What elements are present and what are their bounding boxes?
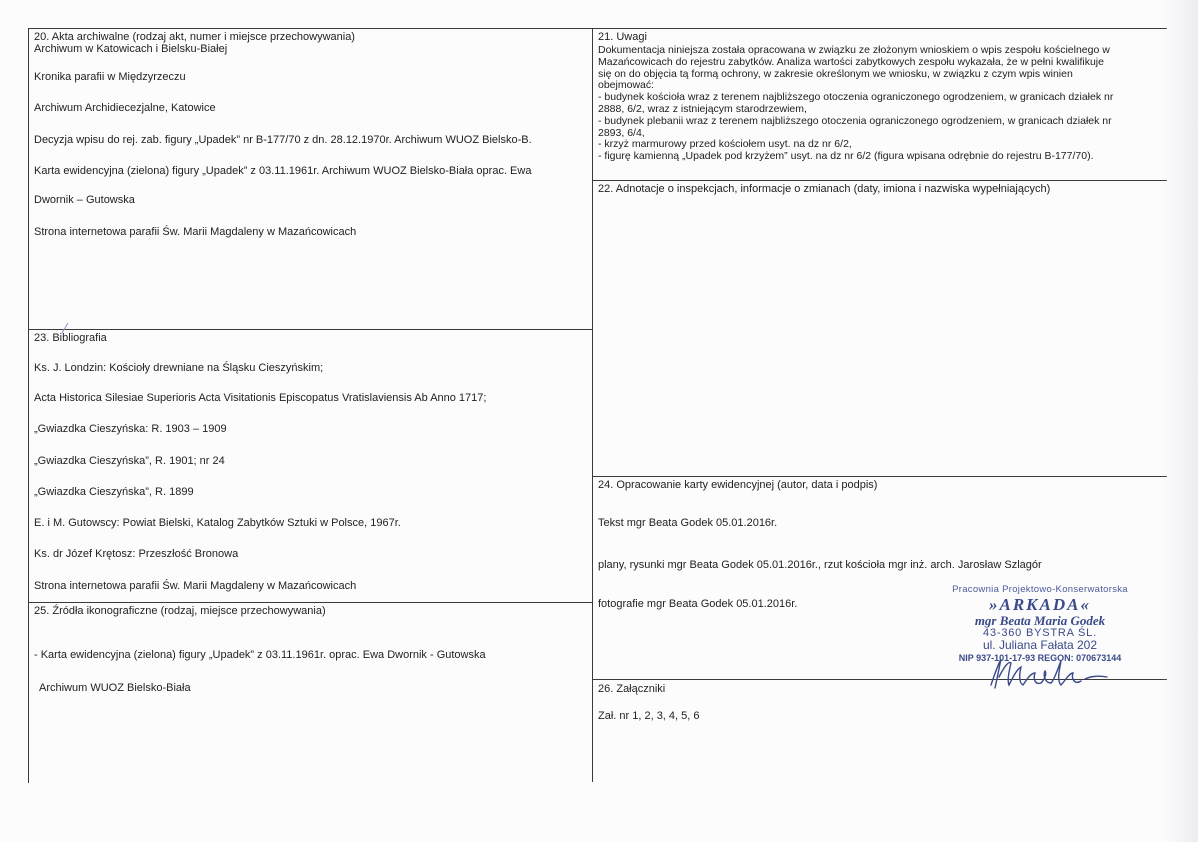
- author-line-2: plany, rysunki mgr Beata Godek 05.01.2016r., rzut kościoła mgr inż. arch. Jarosław Szlagór: [598, 559, 1042, 571]
- center-divider: [592, 28, 593, 782]
- remarks-line: 2888, 6/2, wraz z istniejącym starodrzewiem,: [598, 102, 807, 115]
- section-21-header: 21. Uwagi: [598, 31, 647, 43]
- remarks-line: 2893, 6/4,: [598, 126, 645, 139]
- remarks-line: - budynek kościoła wraz z terenem najbliższego otoczenia ograniczonego ogrodzeniem, w granicach działek nr: [598, 91, 1114, 104]
- author-line-3: fotografie mgr Beata Godek 05.01.2016r.: [598, 598, 798, 610]
- bibliography-item-1: Ks. J. Londzin: Kościoły drewniane na Śląsku Cieszyńskim;: [34, 362, 324, 374]
- section-26-header: 26. Załączniki: [598, 683, 666, 695]
- rule-20-23: [28, 329, 592, 330]
- archive-line-2: Kronika parafii w Międzyrzeczu: [34, 71, 186, 83]
- stamp-line-3: mgr Beata Maria Godek: [974, 613, 1106, 628]
- bibliography-item-6: E. i M. Gutowscy: Powiat Bielski, Katalog Zabytków Sztuki w Polsce, 1967r.: [34, 517, 401, 529]
- attachments-line: Zał. nr 1, 2, 3, 4, 5, 6: [598, 710, 700, 722]
- remarks-line: - figurę kamienną „Upadek pod krzyżem” usyt. na dz nr 6/2 (figura wpisana odrębnie do rejestru B-177/70).: [598, 150, 1094, 163]
- iconography-line-2: Archiwum WUOZ Bielsko-Biała: [39, 682, 191, 694]
- archive-line-3: Archiwum Archidiecezjalne, Katowice: [34, 102, 216, 114]
- iconography-line-1: - Karta ewidencyjna (zielona) figury „Upadek” z 03.11.1961r. oprac. Ewa Dwornik - Gutowska: [34, 649, 486, 661]
- remarks-line: - budynek plebanii wraz z terenem najbliższego otoczenia ograniczonego ogrodzeniem, w granicach działek nr: [598, 114, 1112, 127]
- rule-23-25: [28, 602, 592, 603]
- rule-21-22: [592, 180, 1167, 181]
- bibliography-item-7: Ks. dr Józef Krętosz: Przeszłość Bronowa: [34, 548, 239, 560]
- bibliography-item-5: „Gwiazdka Cieszyńska”, R. 1899: [34, 486, 194, 498]
- remarks-line: Mazańcowicach do rejestru zabytków. Analiza wartości zabytkowych zespołu wykazała, że w pełni kwalifikuje: [598, 55, 1104, 68]
- remarks-line: obejmować:: [598, 79, 655, 92]
- left-border: [28, 28, 29, 783]
- archive-line-7: Strona internetowa parafii Św. Marii Magdaleny w Mazańcowicach: [34, 226, 357, 238]
- bibliography-item-4: „Gwiazdka Cieszyńska”, R. 1901; nr 24: [34, 455, 225, 467]
- remarks-line: Dokumentacja niniejsza została opracowana w związku ze złożonym wnioskiem o wpis zespołu kościelnego w: [598, 44, 1110, 56]
- section-20-header: 20. Akta archiwalne (rodzaj akt, numer i miejsce przechowywania): [34, 31, 355, 43]
- stamp-line-1: Pracownia Projektowo-Konserwatorska: [952, 584, 1128, 595]
- remarks-line: - krzyż marmurowy przed kościołem usyt. na dz nr 6/2,: [598, 138, 852, 151]
- bibliography-item-3: „Gwiazdka Cieszyńska: R. 1903 – 1909: [34, 423, 227, 435]
- section-22-header: 22. Adnotacje o inspekcjach, informacje o zmianach (daty, imiona i nazwiska wypełniających): [598, 183, 1051, 195]
- remarks-line: się on do objęcia tą formą ochrony, w zakresie określonym we wniosku, w związku z czym wpis winien: [598, 67, 1073, 80]
- author-line-1: Tekst mgr Beata Godek 05.01.2016r.: [598, 517, 778, 529]
- remarks-paragraph: [598, 45, 1113, 163]
- stamp-line-5: ul. Juliana Fałata 202: [982, 638, 1098, 652]
- stamp-line-4: 43-360 BYSTRA ŚL.: [983, 627, 1097, 639]
- rule-22-24: [592, 476, 1167, 477]
- company-stamp: [935, 583, 1145, 665]
- archive-line-1: Archiwum w Katowicach i Bielsku-Białej: [34, 43, 228, 55]
- bibliography-item-2: Acta Historica Silesiae Superioris Acta Visitationis Episcopatus Vratislaviensis Ab Anno 1717;: [34, 392, 487, 404]
- section-24-header: 24. Opracowanie karty ewidencyjnej (autor, data i podpis): [598, 479, 878, 491]
- stamp-line-2: »ARKADA«: [989, 595, 1091, 614]
- archive-line-5: Karta ewidencyjna (zielona) figury „Upadek” z 03.11.1961r. Archiwum WUOZ Bielsko-Biała oprac. Ewa: [34, 165, 532, 177]
- section-25-header: 25. Źródła ikonograficzne (rodzaj, miejsce przechowywania): [34, 605, 326, 617]
- pen-mark-icon: [60, 322, 70, 334]
- signature-icon: [985, 655, 1115, 691]
- bibliography-item-8: Strona internetowa parafii Św. Marii Magdaleny w Mazańcowicach: [34, 580, 357, 592]
- top-border: [28, 28, 1167, 29]
- paper-edge-shade: [1162, 0, 1198, 842]
- section-23-header: 23. Bibliografia: [34, 332, 107, 344]
- stamp-line-6: NIP 937-101-17-93 REGON: 070673144: [958, 653, 1122, 663]
- archive-line-4: Decyzja wpisu do rej. zab. figury „Upadek” nr B-177/70 z dn. 28.12.1970r. Archiwum WUOZ Bielsko-B.: [34, 134, 532, 146]
- archive-line-6: Dwornik – Gutowska: [34, 194, 135, 206]
